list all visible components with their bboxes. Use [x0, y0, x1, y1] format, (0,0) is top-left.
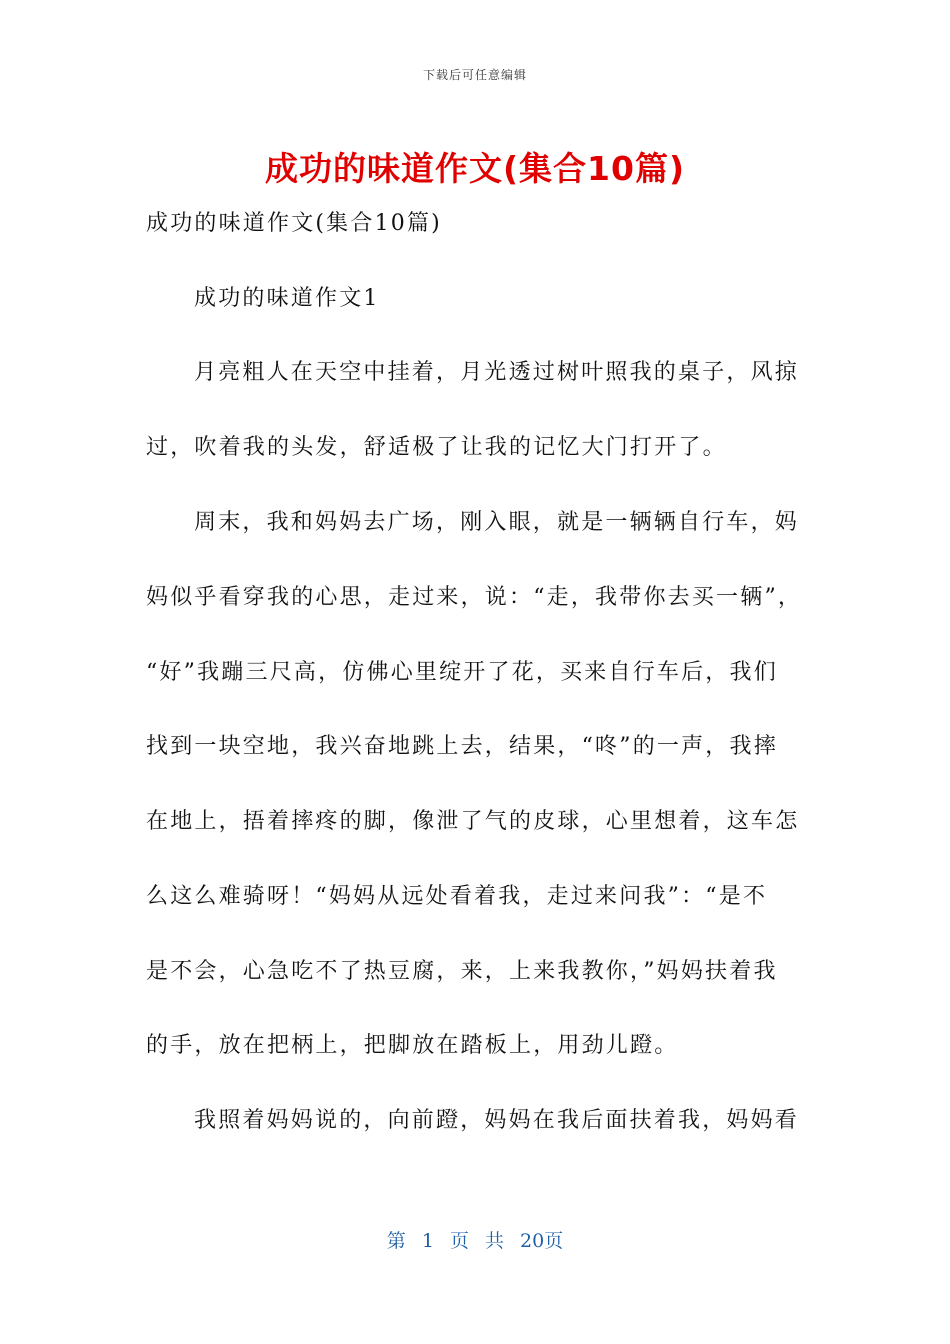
- paragraph-line: 是不会，心急吃不了热豆腐，来，上来我教你，”妈妈扶着我: [146, 959, 778, 984]
- section-heading: 成功的味道作文1: [194, 286, 380, 311]
- paragraph-line: 周末，我和妈妈去广场，刚入眼，就是一辆辆自行车，妈: [194, 510, 800, 535]
- paragraph-line: 过，吹着我的头发，舒适极了让我的记忆大门打开了。: [146, 435, 727, 460]
- document-title: 成功的味道作文(集合10篇): [264, 149, 686, 188]
- header-note: 下载后可任意编辑: [422, 68, 527, 82]
- page-number-footer: 第 1 页 共 20页: [386, 1230, 564, 1252]
- paragraph-line: “好”我蹦三尺高，仿佛心里绽开了花，买来自行车后，我们: [146, 660, 778, 685]
- paragraph-line: 么这么难骑呀！“妈妈从远处看着我，走过来问我”：“是不: [146, 884, 768, 909]
- paragraph-line: 找到一块空地，我兴奋地跳上去，结果，“咚”的一声，我摔: [146, 734, 778, 759]
- paragraph-line: 月亮粗人在天空中挂着，月光透过树叶照我的桌子，风掠: [194, 360, 800, 385]
- paragraph-line: 妈似乎看穿我的心思，走过来，说：“走，我带你去买一辆”，: [146, 585, 803, 610]
- paragraph-line: 在地上，捂着摔疼的脚，像泄了气的皮球，心里想着，这车怎: [146, 809, 800, 834]
- document-subtitle: 成功的味道作文(集合10篇): [146, 211, 442, 236]
- paragraph-line: 我照着妈妈说的，向前蹬，妈妈在我后面扶着我，妈妈看: [194, 1108, 800, 1133]
- paragraph-line: 的手，放在把柄上，把脚放在踏板上，用劲儿蹬。: [146, 1033, 679, 1058]
